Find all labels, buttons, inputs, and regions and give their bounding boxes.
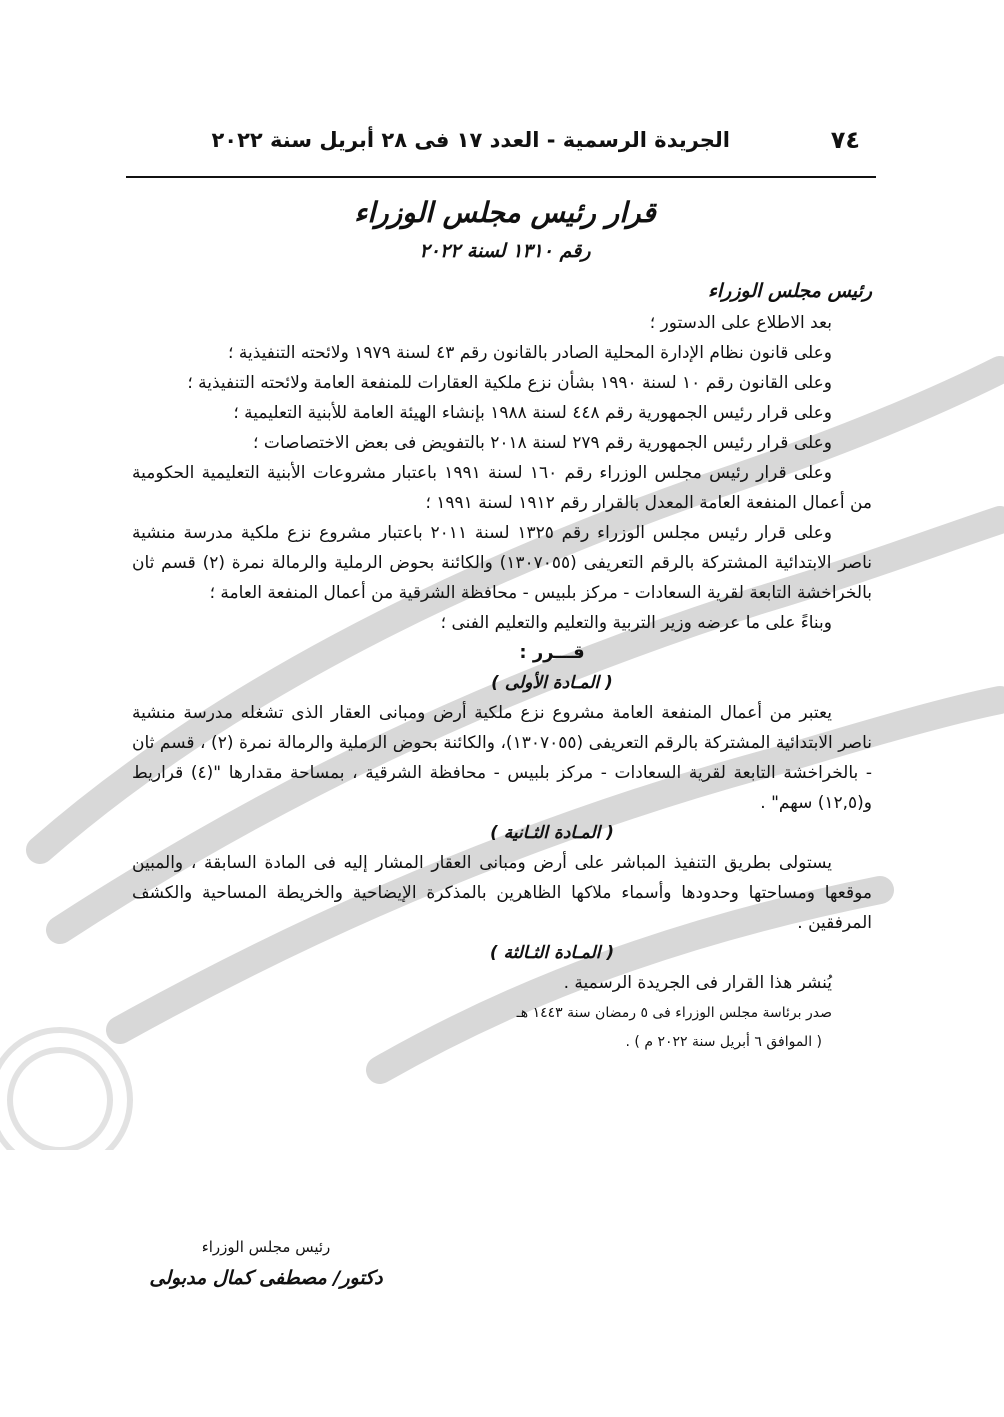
preamble-item: وعلى قرار رئيس مجلس الوزراء رقم ١٦٠ لسنة ١٩٩١ باعتبار مشروعات الأبنية التعليمية الحكومية من أعمال المنفعة العامة المعدل بالقرار رقم ١٩١٢ لسنة ١٩٩١ ؛ [132, 463, 872, 513]
signature-block [136, 1232, 396, 1294]
decree-body [132, 276, 872, 1056]
article-1-text: يعتبر من أعمال المنفعة العامة مشروع نزع ملكية أرض ومبانى العقار الذى تشغله مدرسة منشية ناصر الابتدائية المشتركة بالرقم التعريفى (١٣٠٧٠٥٥)، والكائنة بحوض الرملية والرمالة نمرة (٢) ، قسم ثان - بالخراخشة التابعة لقرية السعادات - مركز بلبيس - محافظة الشرقية ، بمساحة مقدارها "(٤) قراريط و(١٢,٥) سهم" . [132, 703, 872, 813]
decree-number: رقم ١٣١٠ لسنة ٢٠٢٢ [419, 240, 591, 262]
article-1-heading: ( المـادة الأولى ) [491, 673, 613, 693]
article-3-heading: ( المـادة الثـالثة ) [489, 943, 615, 963]
decided-heading: قـــرر : [519, 642, 585, 663]
issued-date-hijri: صدر برئاسة مجلس الوزراء فى ٥ رمضان سنة ١٤٤٣ هـ [516, 1005, 832, 1021]
page-header [130, 126, 870, 166]
preamble-item: وعلى قرار رئيس الجمهورية رقم ٤٤٨ لسنة ١٩٨٨ بإنشاء الهيئة العامة للأبنية التعليمية ؛ [233, 403, 832, 423]
preamble-item: وعلى قرار رئيس مجلس الوزراء رقم ١٣٢٥ لسنة ٢٠١١ باعتبار مشروع نزع ملكية مدرسة منشية ناصر الابتدائية المشتركة بالرقم التعريفى (١٣٠٧٠٥٥) والكائنة بحوض الرملية والرمالة نمرة (٢) قسم ثان بالخراخشة التابعة لقرية السعادات - مركز بلبيس - محافظة الشرقية من أعمال المنفعة العامة ؛ [132, 523, 872, 603]
preamble-item: وعلى القانون رقم ١٠ لسنة ١٩٩٠ بشأن نزع ملكية العقارات للمنفعة العامة ولائحته التنفيذية ؛ [187, 373, 832, 393]
preamble-item: بعد الاطلاع على الدستور ؛ [649, 313, 832, 333]
page-number: ٧٤ [830, 126, 860, 154]
issued-date-gregorian: ( الموافق ٦ أبريل سنة ٢٠٢٢ م ) . [625, 1034, 822, 1050]
article-2-heading: ( المـادة الثـانية ) [490, 823, 614, 843]
gazette-issue-line: الجريدة الرسمية - العدد ١٧ فى ٢٨ أبريل سنة ٢٠٢٢ [211, 128, 730, 152]
header-divider [126, 176, 876, 178]
preamble-item: وعلى قانون نظام الإدارة المحلية الصادر بالقانون رقم ٤٣ لسنة ١٩٧٩ ولائحته التنفيذية ؛ [228, 343, 832, 363]
article-3-text: يُنشر هذا القرار فى الجريدة الرسمية . [563, 973, 832, 993]
article-2-text: يستولى بطريق التنفيذ المباشر على أرض ومبانى العقار المشار إليه فى المادة السابقة ، والمبين موقعها ومساحتها وحدودها وأسماء ملاكها الظاهرين بالمذكرة الإيضاحية والخريطة المساحية والكشف المرفقين . [132, 853, 872, 933]
preamble-item: وبناءً على ما عرضه وزير التربية والتعليم والتعليم الفنى ؛ [440, 613, 832, 633]
preamble-item: وعلى قرار رئيس الجمهورية رقم ٢٧٩ لسنة ٢٠١٨ بالتفويض فى بعض الاختصاصات ؛ [253, 433, 832, 453]
signatory-title: رئيس مجلس الوزراء [201, 1238, 331, 1256]
signatory-name: دكتور/ مصطفى كمال مدبولى [149, 1267, 383, 1289]
decree-title: قرار رئيس مجلس الوزراء [354, 196, 656, 229]
issuer-heading: رئيس مجلس الوزراء [707, 280, 872, 302]
